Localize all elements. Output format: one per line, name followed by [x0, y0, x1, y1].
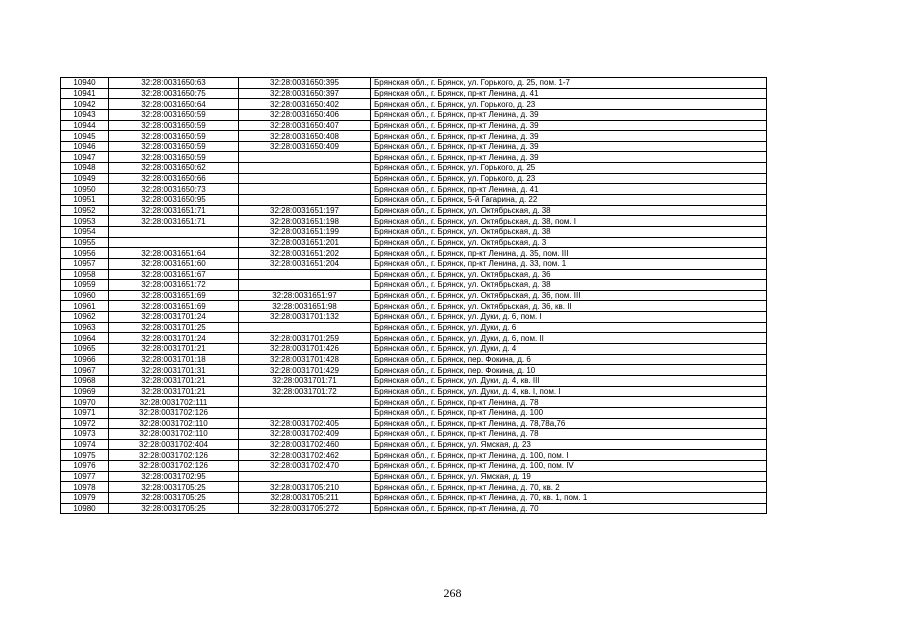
row-number-cell: 10959 [61, 280, 109, 291]
row-number-cell: 10967 [61, 365, 109, 376]
building-cadastral-number-cell: 32:28:0031701:71 [239, 375, 371, 386]
address-cell: Брянская обл., г. Брянск, 5-й Гагарина, д. 22 [371, 195, 767, 206]
table-row [61, 88, 767, 99]
table-row [61, 322, 767, 333]
address-cell: Брянская обл., г. Брянск, ул. Дуки, д. 4, кв. I, пом. I [371, 386, 767, 397]
row-number-cell: 10958 [61, 269, 109, 280]
building-cadastral-number-cell: 32:28:0031705:211 [239, 492, 371, 503]
row-number-cell: 10980 [61, 503, 109, 514]
address-cell: Брянская обл., г. Брянск, пр-кт Ленина, д. 39 [371, 131, 767, 142]
land-cadastral-number-cell: 32:28:0031702:404 [109, 439, 239, 450]
land-cadastral-number-cell: 32:28:0031701:21 [109, 375, 239, 386]
table-row [61, 482, 767, 493]
table-row [61, 248, 767, 259]
row-number-cell: 10966 [61, 354, 109, 365]
table-row [61, 280, 767, 291]
address-cell: Брянская обл., г. Брянск, пер. Фокина, д. 10 [371, 365, 767, 376]
table-row [61, 141, 767, 152]
row-number-cell: 10941 [61, 88, 109, 99]
row-number-cell: 10949 [61, 173, 109, 184]
building-cadastral-number-cell: 32:28:0031701:426 [239, 344, 371, 355]
land-cadastral-number-cell: 32:28:0031705:25 [109, 492, 239, 503]
address-cell: Брянская обл., г. Брянск, пр-кт Ленина, д. 41 [371, 88, 767, 99]
land-cadastral-number-cell: 32:28:0031701:24 [109, 312, 239, 323]
land-cadastral-number-cell [109, 237, 239, 248]
land-cadastral-number-cell: 32:28:0031650:59 [109, 131, 239, 142]
row-number-cell: 10965 [61, 344, 109, 355]
row-number-cell: 10974 [61, 439, 109, 450]
row-number-cell: 10976 [61, 461, 109, 472]
land-cadastral-number-cell: 32:28:0031702:126 [109, 461, 239, 472]
land-cadastral-number-cell: 32:28:0031650:62 [109, 163, 239, 174]
address-cell: Брянская обл., г. Брянск, пр-кт Ленина, д. 70 [371, 503, 767, 514]
property-registry-table [60, 77, 767, 514]
address-cell: Брянская обл., г. Брянск, пр-кт Ленина, д. 39 [371, 141, 767, 152]
table-row [61, 503, 767, 514]
address-cell: Брянская обл., г. Брянск, ул. Октябрьская, д. 36, пом. III [371, 290, 767, 301]
land-cadastral-number-cell: 32:28:0031651:67 [109, 269, 239, 280]
row-number-cell: 10964 [61, 333, 109, 344]
address-cell: Брянская обл., г. Брянск, ул. Ямская, д. 19 [371, 471, 767, 482]
table-row [61, 397, 767, 408]
building-cadastral-number-cell: 32:28:0031650:407 [239, 120, 371, 131]
land-cadastral-number-cell: 32:28:0031651:71 [109, 216, 239, 227]
page-number: 268 [443, 586, 462, 600]
table-row [61, 173, 767, 184]
building-cadastral-number-cell: 32:28:0031650:397 [239, 88, 371, 99]
address-cell: Брянская обл., г. Брянск, ул. Октябрьская, д. 38 [371, 226, 767, 237]
land-cadastral-number-cell: 32:28:0031701:31 [109, 365, 239, 376]
building-cadastral-number-cell: 32:28:0031650:406 [239, 109, 371, 120]
table-row [61, 99, 767, 110]
building-cadastral-number-cell [239, 322, 371, 333]
building-cadastral-number-cell: 32:28:0031701:72 [239, 386, 371, 397]
table-row [61, 205, 767, 216]
row-number-cell: 10961 [61, 301, 109, 312]
table-body [61, 78, 767, 514]
row-number-cell: 10971 [61, 407, 109, 418]
land-cadastral-number-cell [109, 226, 239, 237]
row-number-cell: 10970 [61, 397, 109, 408]
address-cell: Брянская обл., г. Брянск, ул. Октябрьская, д. 36, кв. II [371, 301, 767, 312]
building-cadastral-number-cell: 32:28:0031650:402 [239, 99, 371, 110]
land-cadastral-number-cell: 32:28:0031701:21 [109, 386, 239, 397]
address-cell: Брянская обл., г. Брянск, ул. Октябрьская, д. 38 [371, 280, 767, 291]
building-cadastral-number-cell: 32:28:0031650:408 [239, 131, 371, 142]
row-number-cell: 10977 [61, 471, 109, 482]
table-row [61, 226, 767, 237]
land-cadastral-number-cell: 32:28:0031651:71 [109, 205, 239, 216]
land-cadastral-number-cell: 32:28:0031650:66 [109, 173, 239, 184]
row-number-cell: 10955 [61, 237, 109, 248]
land-cadastral-number-cell: 32:28:0031650:75 [109, 88, 239, 99]
row-number-cell: 10943 [61, 109, 109, 120]
table-row [61, 450, 767, 461]
address-cell: Брянская обл., г. Брянск, ул. Горького, д. 23 [371, 99, 767, 110]
building-cadastral-number-cell: 32:28:0031651:198 [239, 216, 371, 227]
address-cell: Брянская обл., г. Брянск, ул. Дуки, д. 4, кв. III [371, 375, 767, 386]
table-row [61, 461, 767, 472]
table-row [61, 290, 767, 301]
land-cadastral-number-cell: 32:28:0031650:95 [109, 195, 239, 206]
row-number-cell: 10947 [61, 152, 109, 163]
row-number-cell: 10948 [61, 163, 109, 174]
land-cadastral-number-cell: 32:28:0031702:126 [109, 407, 239, 418]
land-cadastral-number-cell: 32:28:0031651:69 [109, 301, 239, 312]
row-number-cell: 10946 [61, 141, 109, 152]
address-cell: Брянская обл., г. Брянск, ул. Дуки, д. 4 [371, 344, 767, 355]
building-cadastral-number-cell: 32:28:0031702:405 [239, 418, 371, 429]
building-cadastral-number-cell [239, 280, 371, 291]
building-cadastral-number-cell [239, 173, 371, 184]
building-cadastral-number-cell: 32:28:0031651:204 [239, 258, 371, 269]
table-row [61, 301, 767, 312]
building-cadastral-number-cell: 32:28:0031702:462 [239, 450, 371, 461]
table-row [61, 439, 767, 450]
address-cell: Брянская обл., г. Брянск, пр-кт Ленина, д. 78,78а,76 [371, 418, 767, 429]
address-cell: Брянская обл., г. Брянск, ул. Октябрьская, д. 38, пом. I [371, 216, 767, 227]
land-cadastral-number-cell: 32:28:0031705:25 [109, 482, 239, 493]
row-number-cell: 10954 [61, 226, 109, 237]
address-cell: Брянская обл., г. Брянск, пр-кт Ленина, д. 35, пом. III [371, 248, 767, 259]
building-cadastral-number-cell: 32:28:0031650:395 [239, 78, 371, 89]
table-row [61, 354, 767, 365]
table-row [61, 109, 767, 120]
building-cadastral-number-cell: 32:28:0031651:199 [239, 226, 371, 237]
address-cell: Брянская обл., г. Брянск, ул. Горького, д. 25 [371, 163, 767, 174]
building-cadastral-number-cell: 32:28:0031651:197 [239, 205, 371, 216]
address-cell: Брянская обл., г. Брянск, ул. Горького, д. 23 [371, 173, 767, 184]
table-row [61, 344, 767, 355]
land-cadastral-number-cell: 32:28:0031701:18 [109, 354, 239, 365]
address-cell: Брянская обл., г. Брянск, пр-кт Ленина, д. 33, пом. 1 [371, 258, 767, 269]
row-number-cell: 10951 [61, 195, 109, 206]
table-row [61, 492, 767, 503]
building-cadastral-number-cell [239, 269, 371, 280]
table-row [61, 258, 767, 269]
table-row [61, 120, 767, 131]
address-cell: Брянская обл., г. Брянск, ул. Дуки, д. 6, пом. II [371, 333, 767, 344]
address-cell: Брянская обл., г. Брянск, пр-кт Ленина, д. 100 [371, 407, 767, 418]
land-cadastral-number-cell: 32:28:0031705:25 [109, 503, 239, 514]
building-cadastral-number-cell: 32:28:0031651:98 [239, 301, 371, 312]
row-number-cell: 10957 [61, 258, 109, 269]
land-cadastral-number-cell: 32:28:0031701:21 [109, 344, 239, 355]
address-cell: Брянская обл., г. Брянск, ул. Ямская, д. 23 [371, 439, 767, 450]
table-row [61, 163, 767, 174]
land-cadastral-number-cell: 32:28:0031650:73 [109, 184, 239, 195]
building-cadastral-number-cell [239, 163, 371, 174]
land-cadastral-number-cell: 32:28:0031702:126 [109, 450, 239, 461]
land-cadastral-number-cell: 32:28:0031651:69 [109, 290, 239, 301]
building-cadastral-number-cell: 32:28:0031705:272 [239, 503, 371, 514]
building-cadastral-number-cell: 32:28:0031702:409 [239, 429, 371, 440]
table-row [61, 269, 767, 280]
land-cadastral-number-cell: 32:28:0031651:60 [109, 258, 239, 269]
table-row [61, 471, 767, 482]
building-cadastral-number-cell: 32:28:0031705:210 [239, 482, 371, 493]
building-cadastral-number-cell: 32:28:0031650:409 [239, 141, 371, 152]
address-cell: Брянская обл., г. Брянск, ул. Октябрьская, д. 3 [371, 237, 767, 248]
building-cadastral-number-cell: 32:28:0031701:428 [239, 354, 371, 365]
table-row [61, 237, 767, 248]
building-cadastral-number-cell: 32:28:0031701:259 [239, 333, 371, 344]
land-cadastral-number-cell: 32:28:0031702:95 [109, 471, 239, 482]
row-number-cell: 10952 [61, 205, 109, 216]
land-cadastral-number-cell: 32:28:0031651:72 [109, 280, 239, 291]
table-row [61, 216, 767, 227]
table-row [61, 333, 767, 344]
address-cell: Брянская обл., г. Брянск, пр-кт Ленина, д. 70, кв. 2 [371, 482, 767, 493]
row-number-cell: 10960 [61, 290, 109, 301]
land-cadastral-number-cell: 32:28:0031650:59 [109, 120, 239, 131]
address-cell: Брянская обл., г. Брянск, пер. Фокина, д. 6 [371, 354, 767, 365]
building-cadastral-number-cell: 32:28:0031651:201 [239, 237, 371, 248]
row-number-cell: 10956 [61, 248, 109, 259]
row-number-cell: 10968 [61, 375, 109, 386]
land-cadastral-number-cell: 32:28:0031701:25 [109, 322, 239, 333]
address-cell: Брянская обл., г. Брянск, ул. Октябрьская, д. 36 [371, 269, 767, 280]
land-cadastral-number-cell: 32:28:0031650:63 [109, 78, 239, 89]
table-row [61, 131, 767, 142]
row-number-cell: 10979 [61, 492, 109, 503]
building-cadastral-number-cell: 32:28:0031701:132 [239, 312, 371, 323]
address-cell: Брянская обл., г. Брянск, пр-кт Ленина, д. 41 [371, 184, 767, 195]
land-cadastral-number-cell: 32:28:0031650:59 [109, 109, 239, 120]
table-row [61, 78, 767, 89]
table-row [61, 386, 767, 397]
address-cell: Брянская обл., г. Брянск, пр-кт Ленина, д. 100, пом. IV [371, 461, 767, 472]
building-cadastral-number-cell [239, 184, 371, 195]
building-cadastral-number-cell [239, 397, 371, 408]
building-cadastral-number-cell: 32:28:0031702:470 [239, 461, 371, 472]
row-number-cell: 10963 [61, 322, 109, 333]
row-number-cell: 10978 [61, 482, 109, 493]
address-cell: Брянская обл., г. Брянск, пр-кт Ленина, д. 78 [371, 429, 767, 440]
address-cell: Брянская обл., г. Брянск, пр-кт Ленина, д. 39 [371, 152, 767, 163]
building-cadastral-number-cell: 32:28:0031701:429 [239, 365, 371, 376]
land-cadastral-number-cell: 32:28:0031650:59 [109, 152, 239, 163]
address-cell: Брянская обл., г. Брянск, ул. Октябрьская, д. 38 [371, 205, 767, 216]
building-cadastral-number-cell [239, 407, 371, 418]
row-number-cell: 10962 [61, 312, 109, 323]
building-cadastral-number-cell: 32:28:0031702:460 [239, 439, 371, 450]
land-cadastral-number-cell: 32:28:0031702:110 [109, 418, 239, 429]
row-number-cell: 10953 [61, 216, 109, 227]
table-row [61, 418, 767, 429]
table-row [61, 152, 767, 163]
building-cadastral-number-cell [239, 152, 371, 163]
address-cell: Брянская обл., г. Брянск, ул. Дуки, д. 6 [371, 322, 767, 333]
row-number-cell: 10942 [61, 99, 109, 110]
row-number-cell: 10944 [61, 120, 109, 131]
address-cell: Брянская обл., г. Брянск, пр-кт Ленина, д. 100, пом. I [371, 450, 767, 461]
building-cadastral-number-cell [239, 471, 371, 482]
land-cadastral-number-cell: 32:28:0031651:64 [109, 248, 239, 259]
land-cadastral-number-cell: 32:28:0031701:24 [109, 333, 239, 344]
land-cadastral-number-cell: 32:28:0031650:59 [109, 141, 239, 152]
table-row [61, 407, 767, 418]
row-number-cell: 10940 [61, 78, 109, 89]
land-cadastral-number-cell: 32:28:0031702:111 [109, 397, 239, 408]
table-row [61, 375, 767, 386]
building-cadastral-number-cell: 32:28:0031651:202 [239, 248, 371, 259]
address-cell: Брянская обл., г. Брянск, ул. Горького, д. 25, пом. 1-7 [371, 78, 767, 89]
address-cell: Брянская обл., г. Брянск, ул. Дуки, д. 6, пом. I [371, 312, 767, 323]
address-cell: Брянская обл., г. Брянск, пр-кт Ленина, д. 70, кв. 1, пом. 1 [371, 492, 767, 503]
row-number-cell: 10975 [61, 450, 109, 461]
address-cell: Брянская обл., г. Брянск, пр-кт Ленина, д. 39 [371, 109, 767, 120]
table-row [61, 184, 767, 195]
address-cell: Брянская обл., г. Брянск, пр-кт Ленина, д. 39 [371, 120, 767, 131]
table-row [61, 365, 767, 376]
table-row [61, 312, 767, 323]
row-number-cell: 10945 [61, 131, 109, 142]
building-cadastral-number-cell [239, 195, 371, 206]
address-cell: Брянская обл., г. Брянск, пр-кт Ленина, д. 78 [371, 397, 767, 408]
row-number-cell: 10972 [61, 418, 109, 429]
row-number-cell: 10950 [61, 184, 109, 195]
table-row [61, 195, 767, 206]
row-number-cell: 10969 [61, 386, 109, 397]
land-cadastral-number-cell: 32:28:0031702:110 [109, 429, 239, 440]
row-number-cell: 10973 [61, 429, 109, 440]
building-cadastral-number-cell: 32:28:0031651:97 [239, 290, 371, 301]
land-cadastral-number-cell: 32:28:0031650:64 [109, 99, 239, 110]
table-row [61, 429, 767, 440]
